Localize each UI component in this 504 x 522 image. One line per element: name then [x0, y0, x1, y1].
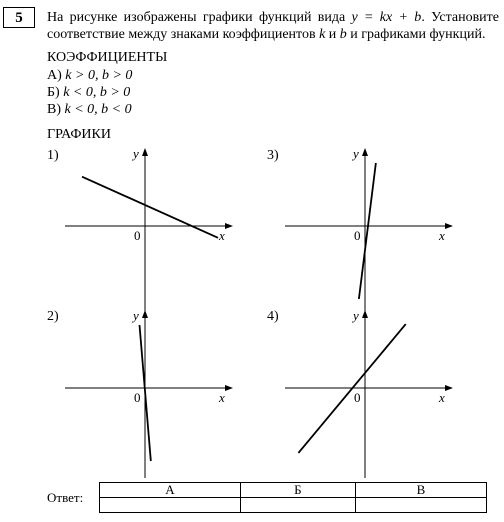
answer-col-v: В — [355, 483, 486, 498]
option-condition: k < 0, b < 0 — [64, 102, 132, 117]
x-axis-label: x — [439, 390, 445, 405]
option-b — [47, 84, 130, 101]
graph-1 — [65, 146, 235, 316]
x-axis-arrow — [445, 223, 453, 229]
x-axis-arrow — [225, 385, 233, 391]
y-axis-label: y — [133, 146, 139, 161]
answer-cell-b[interactable] — [240, 498, 355, 513]
graph-label-3: 3) — [267, 148, 279, 163]
answer-cell-a[interactable] — [100, 498, 241, 513]
y-axis-arrow — [142, 148, 148, 156]
option-letter: Б) — [47, 85, 60, 100]
y-axis-label: y — [353, 146, 359, 161]
origin-label: 0 — [354, 390, 361, 405]
option-condition: k > 0, b > 0 — [65, 68, 133, 83]
answer-col-a: А — [100, 483, 241, 498]
x-axis-label: x — [439, 228, 445, 243]
coefficients-heading: КОЭФФИЦИЕНТЫ — [47, 50, 168, 65]
answer-table — [99, 482, 487, 513]
statement-text-1: На рисунке изображены графики функций вида — [47, 10, 352, 25]
statement-text-2: . Установите соответствие между знаками коэффициентов — [47, 10, 499, 42]
task-statement — [47, 9, 499, 43]
y-axis-label: y — [133, 308, 139, 323]
origin-label: 0 — [134, 390, 141, 405]
answer-header-row — [100, 483, 487, 498]
function-line — [359, 163, 376, 299]
and-word: и — [325, 27, 340, 42]
graph-label-2: 2) — [47, 309, 59, 324]
y-axis-arrow — [362, 148, 368, 156]
y-axis-label: y — [353, 308, 359, 323]
graph-4 — [285, 308, 455, 478]
origin-label: 0 — [134, 228, 141, 243]
answer-col-b: Б — [240, 483, 355, 498]
option-condition: k < 0, b > 0 — [63, 85, 131, 100]
option-letter: В) — [47, 102, 61, 117]
y-axis-arrow — [142, 310, 148, 318]
formula: y = kx + b — [351, 10, 422, 25]
origin-label: 0 — [354, 228, 361, 243]
option-letter: А) — [47, 68, 62, 83]
option-v — [47, 101, 132, 118]
x-axis-label: x — [219, 228, 225, 243]
answer-input-row — [100, 498, 487, 513]
statement-text-3: и графиками функций. — [346, 27, 486, 42]
x-axis-label: x — [219, 390, 225, 405]
coef-b: b — [339, 27, 347, 42]
graph-label-1: 1) — [47, 148, 59, 163]
answer-cell-v[interactable] — [355, 498, 486, 513]
function-line — [82, 177, 218, 238]
x-axis-arrow — [225, 223, 233, 229]
task-number: 5 — [3, 7, 35, 28]
graph-3 — [285, 146, 455, 316]
graph-label-4: 4) — [267, 309, 279, 324]
graphs-heading: ГРАФИКИ — [47, 127, 111, 142]
option-a — [47, 67, 132, 84]
y-axis-arrow — [362, 310, 368, 318]
graph-2 — [65, 308, 235, 478]
x-axis-arrow — [445, 385, 453, 391]
answer-label: Ответ: — [47, 490, 84, 505]
coef-k: k — [319, 27, 326, 42]
